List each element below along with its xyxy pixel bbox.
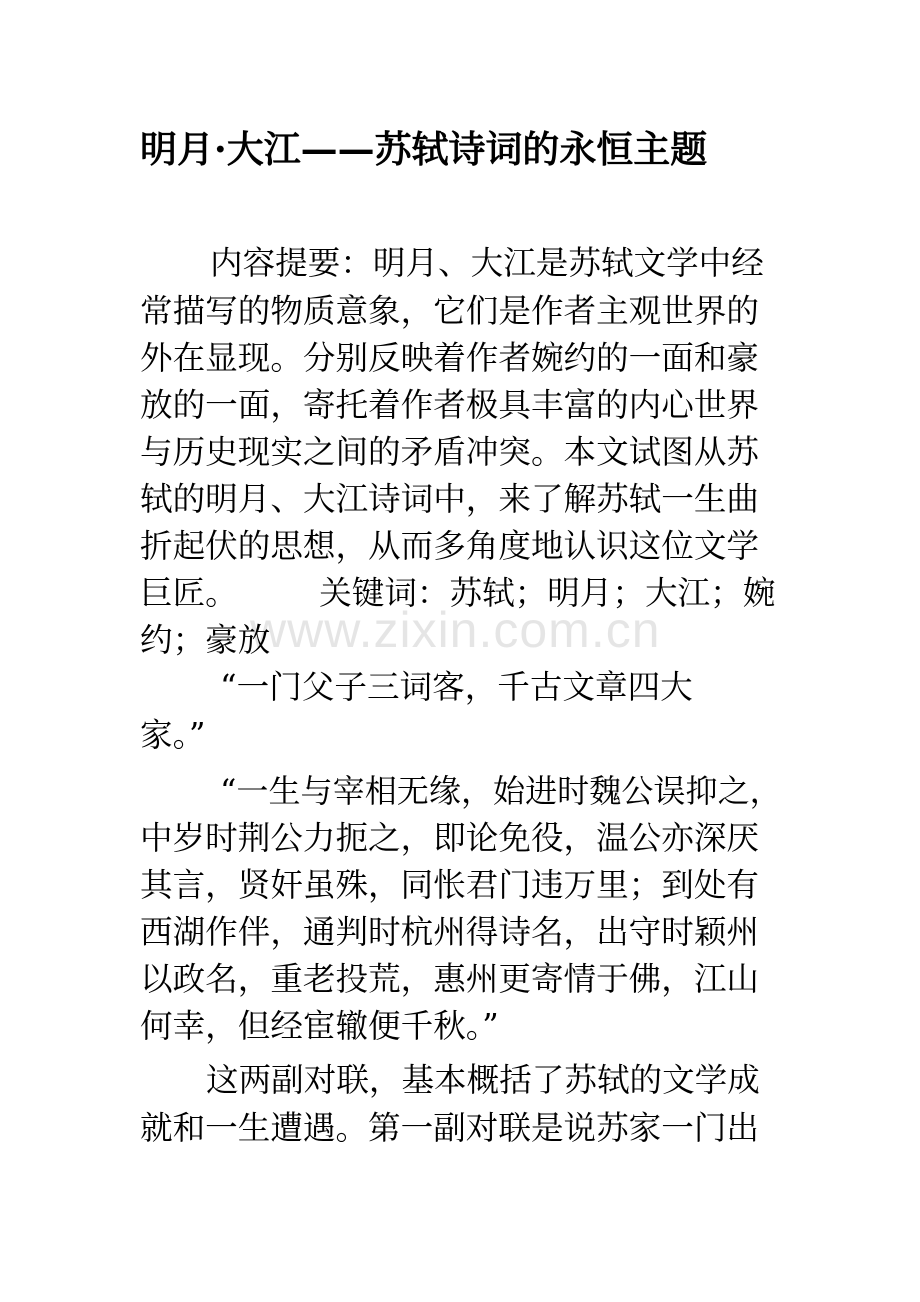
text-line: 折起伏的思想，从而多角度地认识这位文学 [140,527,759,565]
text-line: 何幸，但经宦辙便千秋。” [140,1007,499,1045]
text-line: 巨匠。 关键词：苏轼；明月；大江；婉 [140,574,776,612]
watermark: www.zixin.com.cn [250,602,661,658]
text-line: 轼的明月、大江诗词中，来了解苏轼一生曲 [140,480,759,518]
text-line: 这两副对联，基本概括了苏轼的文学成 [206,1061,760,1099]
text-line: 西湖作伴，通判时杭州得诗名，出守时颖州 [140,913,759,951]
page-title: 明月·大江——苏轼诗词的永恒主题 [140,127,708,171]
text-line: 放的一面，寄托着作者极具丰富的内心世界 [140,386,759,424]
text-line: “一门父子三词客，千古文章四大 [220,668,693,706]
text-line: 其言，贤奸虽殊，同怅君门违万里；到处有 [140,866,759,904]
text-line: 就和一生遭遇。第一副对联是说苏家一门出 [140,1109,759,1147]
text-line: 约；豪放 [140,621,271,659]
text-line: “一生与宰相无缘，始进时魏公误抑之， [220,772,782,810]
text-line: 内容提要：明月、大江是苏轼文学中经 [210,244,764,282]
text-line: 以政名，重老投荒，惠州更寄情于佛，江山 [140,960,759,998]
text-line: 家。” [140,716,206,754]
text-line: 外在显现。分别反映着作者婉约的一面和豪 [140,339,759,377]
text-line: 与历史现实之间的矛盾冲突。本文试图从苏 [140,433,759,471]
text-line: 常描写的物质意象，它们是作者主观世界的 [140,292,759,330]
text-line: 中岁时荆公力扼之，即论免役，温公亦深厌 [140,819,759,857]
